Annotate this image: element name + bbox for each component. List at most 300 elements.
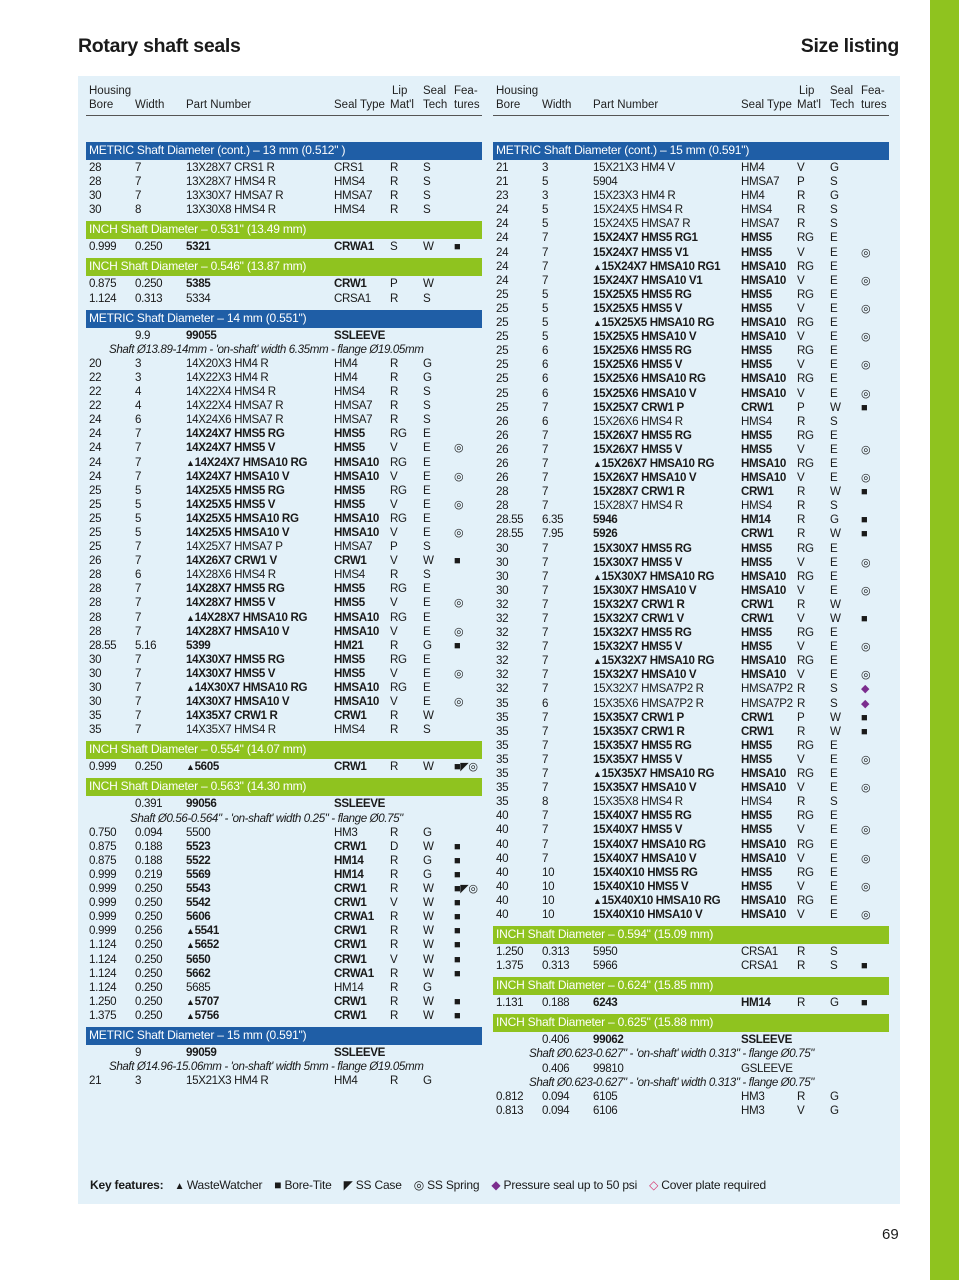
seal-tech-cell: E [423,427,431,441]
part-number-cell: 15X24X7 HMS5 RG1 [593,231,698,245]
features-cell: ■ [861,613,868,625]
seal-tech-cell: E [830,541,838,555]
bore-cell: 30 [89,666,102,680]
width-cell: 7 [542,485,549,499]
table-row [86,371,482,385]
width-cell: 7 [135,455,142,469]
seal-tech-cell: E [423,497,431,511]
lip-material-cell: V [797,583,805,597]
table-row [493,499,889,513]
table-row [493,471,889,485]
seal-type-cell: HM21 [334,638,364,652]
width-cell: 0.219 [135,867,163,881]
seal-tech-cell: W [423,277,434,291]
width-cell: 5 [542,203,549,217]
width-cell: 7 [135,666,142,680]
table-row [493,612,889,626]
bore-cell: 25 [496,344,509,358]
part-number-cell: 15X30X7 HMS5 RG [593,541,692,555]
bore-cell: 24 [89,455,102,469]
wastewatcher-icon: ▲ [186,612,195,623]
table-row [493,711,889,725]
seal-tech-cell: E [423,681,431,694]
part-number-cell: 5523 [186,839,211,853]
lip-material-cell: R [390,723,399,737]
bore-cell: 25 [496,316,509,330]
part-number-cell: 15X40X7 HMSA10 RG [593,837,706,851]
lip-material-cell: R [390,189,399,203]
bore-cell: 25 [496,330,509,344]
bore-cell: 22 [89,385,102,399]
table-row [493,781,889,795]
width-cell: 7 [135,624,142,638]
width-cell: 3 [135,370,142,384]
table-row [493,556,889,570]
width-cell: 8 [542,795,549,809]
seal-type-cell: HMS5 [741,541,772,555]
width-cell: 7 [135,695,142,709]
seal-type-cell: HMSA10 [741,907,786,921]
seal-type-cell: HMSA10 [741,386,786,400]
part-number-cell: ▲15X30X7 HMSA10 RG [593,569,715,583]
width-cell: 7 [135,189,142,203]
features-cell: ■ [454,1009,461,1022]
lip-material-cell: S [390,240,398,254]
key-feature-item [491,1178,637,1192]
width-cell: 7 [542,781,549,795]
seal-type-cell: HMS5 [741,245,772,259]
seal-type-cell: CRSA1 [741,945,778,959]
table-row [493,372,889,386]
header-tech: Tech [830,99,855,111]
seal-tech-cell: W [423,938,434,952]
seal-tech-cell: E [830,287,838,301]
lip-material-cell: V [797,1103,805,1117]
seal-type-cell: HM14 [741,996,771,1010]
features-cell: ◎ [454,597,464,610]
part-number-cell: 13X30X7 HMSA7 R [186,189,284,203]
seal-tech-cell: E [830,372,838,386]
seal-type-cell: HM3 [741,1103,765,1117]
lip-material-cell: R [797,682,806,696]
lip-material-cell: V [390,624,398,638]
bore-cell: 22 [89,399,102,413]
seal-tech-cell: S [423,189,431,203]
width-cell: 7 [542,767,549,781]
seal-tech-cell: W [423,896,434,910]
width-cell: 6.35 [542,513,564,527]
bore-cell: 28 [89,175,102,189]
header-fea: Fea- [454,85,478,97]
header-seal-type: Seal Type [334,99,385,111]
bore-cell: 0.999 [89,924,117,938]
features-cell: ◎ [861,331,871,344]
features-cell: ■ [861,401,868,414]
bore-cell: 28 [496,499,509,513]
bore-cell: 24 [89,469,102,483]
bore-cell: 0.812 [496,1089,524,1103]
part-number-cell: 15X26X7 HMS5 RG [593,428,692,442]
seal-tech-cell: S [830,217,838,231]
bore-cell: 35 [496,795,509,809]
width-cell: 8 [135,203,142,217]
seal-type-cell: HMSA10 [741,781,786,795]
seal-type-cell: HMS4 [741,499,772,513]
lip-material-cell: R [797,597,806,611]
lip-material-cell: RG [797,287,814,301]
lip-material-cell: R [390,356,399,370]
part-number-cell: 14X20X3 HM4 R [186,356,269,370]
part-number-cell: 5500 [186,825,211,839]
seal-type-cell: HMSA10 [741,654,786,668]
bore-cell: 40 [496,879,509,893]
part-number-cell: 99810 [593,1061,624,1075]
part-number-cell: 5904 [593,175,618,189]
width-cell: 7 [135,582,142,596]
seal-tech-cell: S [423,399,431,413]
width-cell: 7 [542,259,549,273]
seal-type-cell: HMSA10 [741,471,786,485]
bore-cell: 35 [496,767,509,781]
lip-material-cell: R [390,175,399,189]
width-cell: 0.406 [542,1061,570,1075]
part-number-cell: 14X24X7 HMS5 V [186,441,276,455]
part-number-cell: 15X32X7 HMS5 V [593,640,683,654]
part-number-cell: 5399 [186,638,211,652]
bore-cell: 24 [496,273,509,287]
table-row [493,189,889,203]
width-cell: 0.313 [135,291,163,305]
table-row [493,626,889,640]
seal-type-cell: HMS5 [334,666,365,680]
bore-cell: 28.55 [496,513,524,527]
table-row [493,485,889,499]
features-cell: ◎ [861,852,871,865]
part-number-cell: 14X30X7 HMS5 V [186,666,276,680]
width-cell: 7 [135,723,142,737]
table-row [86,399,482,413]
width-cell: 0.250 [135,994,163,1008]
part-number-cell: 5966 [593,959,618,973]
seal-type-cell: HMSA10 [741,668,786,682]
table-row [86,639,482,653]
bore-cell: 35 [496,710,509,724]
seal-tech-cell: E [423,469,431,483]
seal-tech-cell: E [830,301,838,315]
seal-type-cell: CRW1 [334,839,367,853]
part-number-cell: 5542 [186,896,211,910]
bore-cell: 25 [496,372,509,386]
width-cell: 6 [542,358,549,372]
table-row [493,246,889,260]
table-row [493,880,889,894]
width-cell: 0.250 [135,882,163,896]
table-row [493,344,889,358]
seal-tech-cell: S [830,696,838,710]
part-number-cell: 5606 [186,910,211,924]
lip-material-cell: R [797,996,806,1010]
bore-cell: 1.124 [89,952,117,966]
table-row [86,896,482,910]
lip-material-cell: V [390,525,398,539]
width-cell: 7 [542,245,549,259]
seal-tech-cell: E [830,668,838,682]
part-number-cell: 15X25X6 HMS5 RG [593,344,692,358]
seal-tech-cell: E [830,231,838,245]
lip-material-cell: R [390,203,399,217]
width-cell: 0.406 [542,1033,570,1047]
header-fea: Fea- [861,85,885,97]
header-housing: Housing [496,85,539,97]
width-cell: 10 [542,879,555,893]
width-cell: 10 [542,865,555,879]
seal-type-cell: GSLEEVE [741,1061,793,1075]
seal-tech-cell: G [830,1103,839,1117]
table-row [86,760,482,774]
seal-type-cell: HM14 [334,980,364,994]
seal-type-cell: CRWA1 [334,966,374,980]
bore-cell: 24 [496,259,509,273]
part-number-cell: 14X25X7 HMSA7 P [186,540,283,554]
table-row [86,681,482,695]
width-cell: 7 [135,161,142,174]
seal-tech-cell: G [830,996,839,1010]
features-cell: ◎ [861,824,871,837]
shaft-note: Shaft Ø0.623-0.627" - 'on-shaft' width 0.313" - flange Ø0.75" [529,1075,814,1089]
bore-cell: 24 [89,427,102,441]
bore-cell: 30 [89,652,102,666]
part-number-cell: 15X25X6 HMSA10 RG [593,372,706,386]
table-row [493,570,889,584]
bore-cell: 28.55 [496,527,524,541]
bore-cell: 35 [496,724,509,738]
seal-type-cell: HMS5 [741,626,772,640]
seal-tech-cell: S [830,682,838,696]
width-cell: 0.250 [135,760,163,774]
lip-material-cell: R [797,724,806,738]
table-row [86,540,482,554]
seal-tech-cell: E [423,666,431,680]
seal-type-cell: HMSA10 [741,767,786,781]
width-cell: 0.391 [135,797,163,811]
table-row [493,894,889,908]
seal-type-cell: CRW1 [741,724,774,738]
key-features-label: Key features: [90,1178,164,1192]
table-row [493,387,889,401]
table-row [86,526,482,540]
table-row [86,329,482,343]
seal-type-cell: HMS4 [334,723,365,737]
features-cell: ■ [454,925,461,938]
wastewatcher-icon: ▲ [186,996,195,1007]
part-number-cell: 15X24X5 HMS4 R [593,203,683,217]
part-number-cell: 15X30X7 HMS5 V [593,555,683,569]
width-cell: 0.188 [135,853,163,867]
table-row [86,611,482,625]
features-cell: ■◤◎ [454,761,478,774]
width-cell: 7 [542,583,549,597]
seal-tech-cell: G [423,867,432,881]
table-row [86,175,482,189]
seal-type-cell: HMS5 [334,441,365,455]
table-row [493,1062,889,1076]
bore-cell: 0.999 [89,760,117,774]
part-number-cell: 15X40X7 HMS5 RG [593,809,692,823]
part-number-cell: 15X40X10 HMS5 V [593,879,689,893]
seal-tech-cell: E [830,442,838,456]
width-cell: 6 [542,344,549,358]
section-header-metric: METRIC Shaft Diameter (cont.) – 15 mm (0.591") [493,142,889,160]
lip-material-cell: RG [797,837,814,851]
part-number-cell: ▲15X25X5 HMSA10 RG [593,316,715,330]
bore-cell: 30 [89,681,102,694]
part-number-cell: 14X26X7 CRW1 V [186,554,277,568]
seal-tech-cell: E [423,525,431,539]
bore-cell: 40 [496,809,509,823]
lip-material-cell: R [390,1074,399,1088]
lip-material-cell: RG [797,865,814,879]
width-cell: 7 [542,555,549,569]
bore-cell: 26 [496,442,509,456]
lip-material-cell: V [390,666,398,680]
table-row [86,203,482,217]
width-cell: 0.250 [135,938,163,952]
seal-tech-cell: S [830,795,838,809]
table-row [86,924,482,938]
features-cell: ◎ [454,470,464,483]
part-number-cell: 15X25X6 HMSA10 V [593,386,697,400]
seal-type-cell: HMSA10 [334,525,379,539]
section-header-metric: METRIC Shaft Diameter – 15 mm (0.591") [86,1027,482,1045]
lip-material-cell: RG [797,654,814,668]
seal-type-cell: HMSA10 [334,610,379,624]
seal-type-cell: HMSA10 [741,893,786,907]
section-header-metric: METRIC Shaft Diameter (cont.) – 13 mm (0.512" ) [86,142,482,160]
table-row [493,161,889,175]
seal-tech-cell: E [830,245,838,259]
seal-tech-cell: E [830,344,838,358]
header-width: Width [542,99,572,111]
lip-material-cell: R [390,910,399,924]
seal-type-cell: HMSA10 [334,681,379,694]
part-number-cell: 14X30X7 HMS5 RG [186,652,285,666]
bore-cell: 28 [89,161,102,174]
seal-tech-cell: E [830,865,838,879]
bore-cell: 25 [496,358,509,372]
table-row [493,429,889,443]
lip-material-cell: RG [797,569,814,583]
width-cell: 0.250 [135,240,163,254]
lip-material-cell: V [390,497,398,511]
table-row [86,582,482,596]
table-row [86,498,482,512]
lip-material-cell: RG [797,259,814,273]
width-cell: 7 [135,596,142,610]
table-row [86,189,482,203]
part-number-cell: 15X32X7 CRW1 R [593,597,685,611]
bore-cell: 30 [496,569,509,583]
part-number-cell: 14X28X6 HMS4 R [186,568,276,582]
width-cell: 7 [542,400,549,414]
part-number-cell: ▲15X40X10 HMSA10 RG [593,893,721,907]
part-number-cell: 14X25X5 HMSA10 RG [186,511,299,525]
part-number-cell: 14X30X7 HMSA10 V [186,695,290,709]
lip-material-cell: V [797,612,805,625]
table-row [86,1009,482,1023]
lip-material-cell: R [797,217,806,231]
seal-type-cell: HMSA10 [741,372,786,386]
bore-cell: 30 [496,555,509,569]
bore-cell: 25 [496,287,509,301]
lip-material-cell: V [797,668,805,682]
width-cell: 5.16 [135,638,157,652]
table-row [493,767,889,781]
seal-tech-cell: E [423,483,431,497]
seal-type-cell: HMS5 [741,231,772,245]
width-cell: 6 [542,386,549,400]
table-row [86,484,482,498]
seal-tech-cell: W [423,240,434,254]
features-cell: ■ [454,939,461,952]
table-row [493,175,889,189]
width-cell: 7 [542,456,549,470]
part-number-cell: 5569 [186,867,211,881]
bore-cell: 25 [496,301,509,315]
lip-material-cell: R [390,980,399,994]
key-feature-item [175,1178,263,1192]
table-row [86,568,482,582]
seal-type-cell: HM14 [334,853,364,867]
lip-material-cell: RG [390,511,407,525]
seal-type-cell: HM4 [334,356,358,370]
seal-tech-cell: W [423,924,434,938]
bore-cell: 40 [496,893,509,907]
width-cell: 7 [135,469,142,483]
header-bore: Bore [89,99,114,111]
features-cell: ◎ [454,442,464,455]
table-row [493,542,889,556]
lip-material-cell: R [390,385,399,399]
seal-tech-cell: W [830,485,841,499]
seal-type-cell: HMSA10 [741,851,786,865]
lip-material-cell: V [797,752,805,766]
bore-tite-icon: ■ [274,1178,285,1192]
width-cell: 0.250 [135,910,163,924]
table-row [493,513,889,527]
seal-type-cell: HMS4 [334,385,365,399]
table-row [493,316,889,330]
bore-cell: 28 [89,624,102,638]
section-header-inch: INCH Shaft Diameter – 0.531" (13.49 mm) [86,221,482,239]
part-number-cell: 15X25X7 CRW1 P [593,400,684,414]
features-cell: ◎ [861,443,871,456]
lip-material-cell: R [797,203,806,217]
part-number-cell: 5685 [186,980,211,994]
bore-cell: 0.750 [89,825,117,839]
seal-tech-cell: E [423,582,431,596]
part-number-cell: 5950 [593,945,618,959]
seal-type-cell: HMSA10 [334,469,379,483]
seal-tech-cell: E [830,330,838,344]
seal-type-cell: HMS4 [741,795,772,809]
seal-type-cell: CRWA1 [334,910,374,924]
table-row [86,427,482,441]
width-cell: 7 [542,499,549,513]
bore-cell: 35 [496,752,509,766]
seal-type-cell: HMS5 [334,483,365,497]
width-cell: 7 [542,851,549,865]
seal-type-cell: HMS5 [741,428,772,442]
